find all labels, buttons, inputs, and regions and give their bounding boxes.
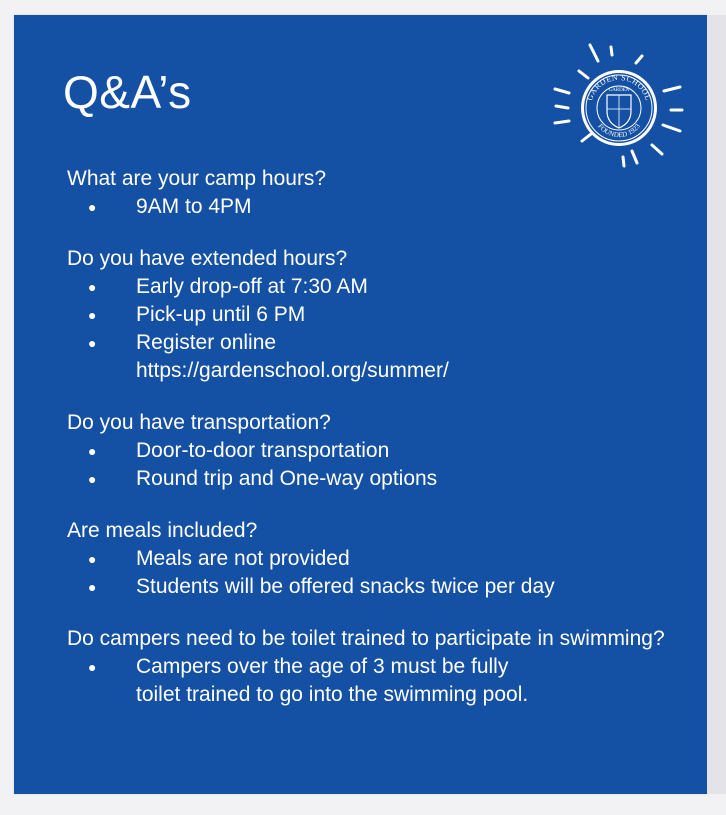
qa-list xyxy=(67,165,687,733)
bullet-icon: ● xyxy=(88,335,97,351)
bullet-icon: ● xyxy=(88,579,97,595)
qa-item xyxy=(67,409,687,493)
answer-text: Pick-up until 6 PM xyxy=(136,303,306,326)
answer-item xyxy=(67,573,687,601)
answer-list xyxy=(67,273,687,385)
answer-text: Campers over the age of 3 must be fully xyxy=(136,655,509,678)
logo-ring-bottom-text: FOUNDED 1923 xyxy=(596,122,642,140)
garden-school-logo xyxy=(541,33,691,183)
answer-item xyxy=(67,465,687,493)
question: Do you have extended hours? xyxy=(67,247,348,270)
bullet-icon: ● xyxy=(88,199,97,215)
qa-item xyxy=(67,165,687,221)
qa-item xyxy=(67,517,687,601)
question: Are meals included? xyxy=(67,519,258,542)
bullet-icon: ● xyxy=(88,551,97,567)
answer-text: 9AM to 4PM xyxy=(136,195,252,218)
question: Do you have transportation? xyxy=(67,411,331,434)
bullet-icon: ● xyxy=(88,471,97,487)
qa-slide xyxy=(14,15,707,794)
answer-item xyxy=(67,437,687,465)
answer-item xyxy=(67,301,687,329)
answer-text: Register online xyxy=(136,331,277,354)
question: Do campers need to be toilet trained to participate in swimming? xyxy=(67,627,665,650)
question: What are your camp hours? xyxy=(67,167,327,190)
answer-list xyxy=(67,193,687,221)
answer-text: https://gardenschool.org/summer/ xyxy=(136,359,449,382)
bullet-icon: ● xyxy=(88,307,97,323)
adjacent-slide-edge xyxy=(707,15,726,794)
bullet-icon: ● xyxy=(88,659,97,675)
answer-text: Door-to-door transportation xyxy=(136,439,390,462)
answer-item xyxy=(67,273,687,301)
answer-text: Students will be offered snacks twice per day xyxy=(136,575,555,598)
answer-text: Meals are not provided xyxy=(136,547,350,570)
slide-title: Q&A’s xyxy=(63,66,192,118)
answer-list xyxy=(67,653,687,709)
answer-item xyxy=(67,545,687,573)
qa-item xyxy=(67,245,687,385)
answer-list xyxy=(67,545,687,601)
answer-text: Round trip and One-way options xyxy=(136,467,438,490)
bullet-icon: ● xyxy=(88,443,97,459)
answer-text: Early drop-off at 7:30 AM xyxy=(136,275,368,298)
answer-item xyxy=(67,329,687,385)
logo-center-text: GARDEN xyxy=(608,88,630,93)
logo-ring-top-text: GARDEN SCHOOL xyxy=(585,72,653,102)
answer-item xyxy=(67,653,687,709)
answer-list xyxy=(67,437,687,493)
bullet-icon: ● xyxy=(88,279,97,295)
answer-text: toilet trained to go into the swimming pool. xyxy=(136,683,529,706)
qa-item xyxy=(67,625,687,709)
answer-item xyxy=(67,193,687,221)
